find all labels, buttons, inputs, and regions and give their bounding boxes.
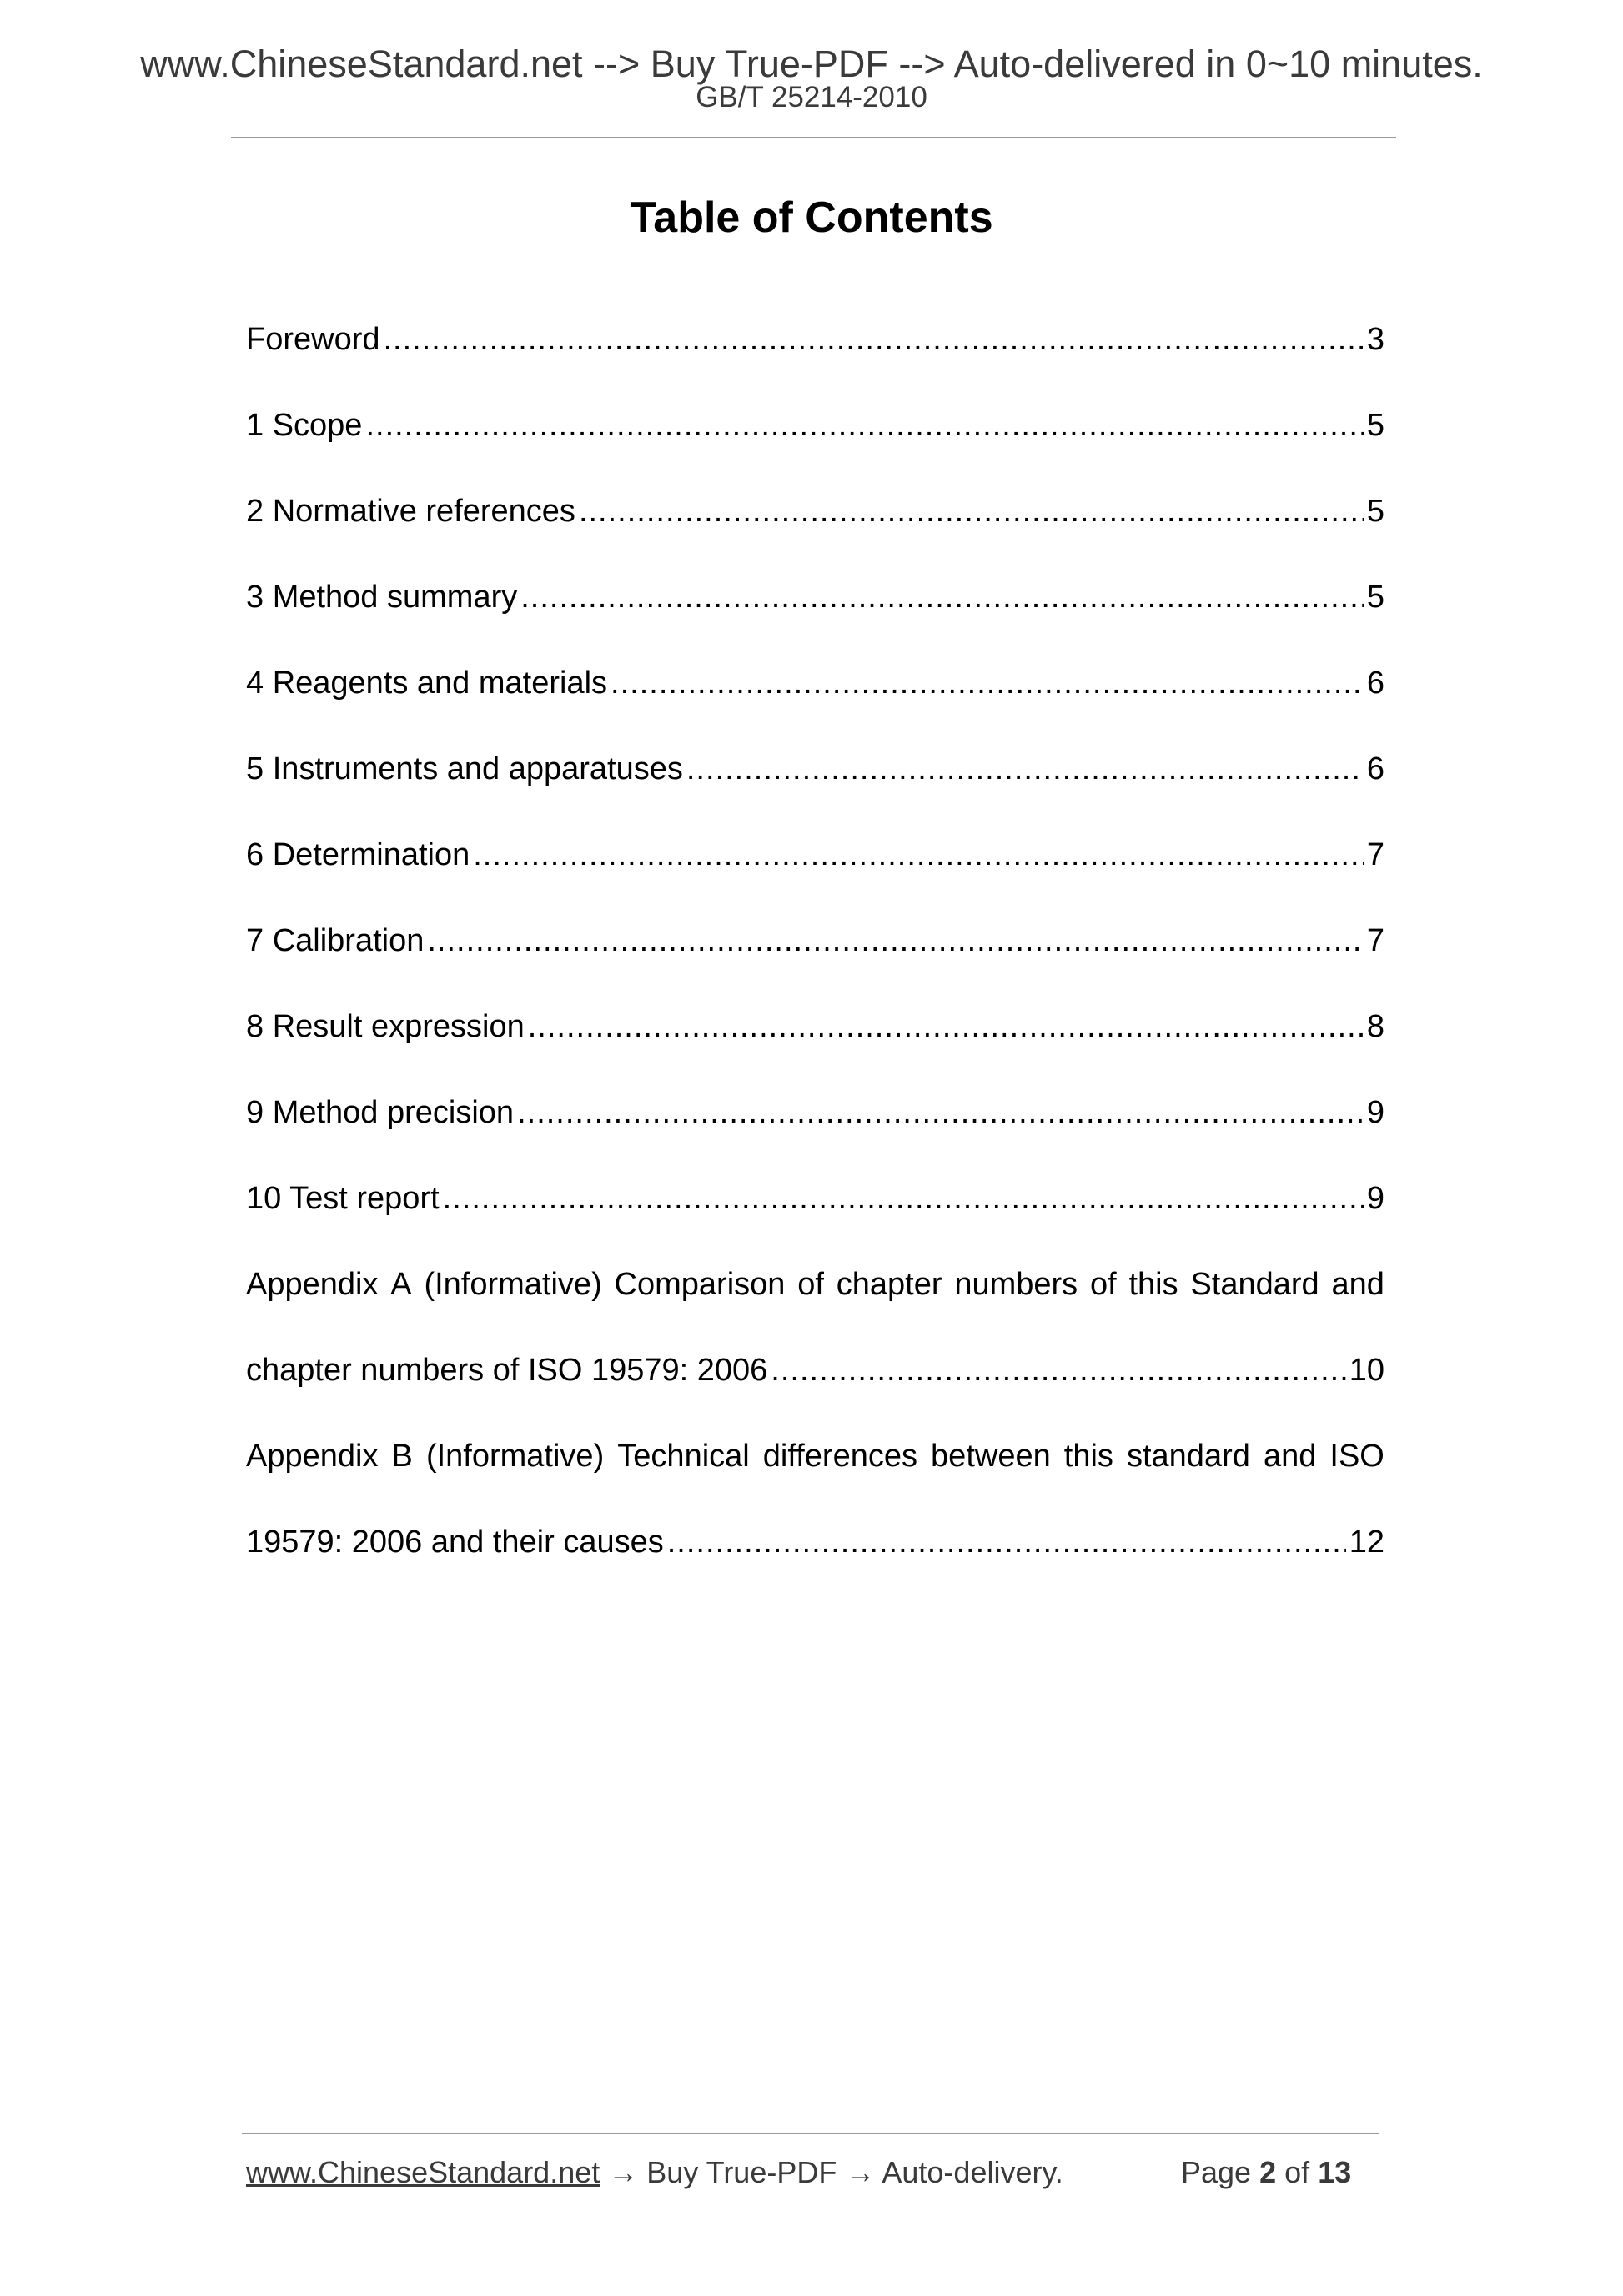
toc-dot-leader	[520, 576, 1364, 618]
toc-word: Standard	[1190, 1267, 1319, 1302]
toc-word: and	[1263, 1439, 1317, 1474]
toc-word: B	[391, 1439, 413, 1474]
page-label: Page	[1181, 2155, 1252, 2189]
toc-entry-label: 2 Normative references	[246, 494, 575, 529]
footer-delivery-text: Auto-delivery.	[882, 2155, 1063, 2189]
toc-entry-reagents[interactable]	[246, 662, 1384, 748]
toc-entry-label: 10 Test report	[246, 1181, 440, 1216]
toc-entry-page: 12	[1349, 1525, 1384, 1560]
arrow-right-icon: →	[608, 2155, 639, 2189]
document-code: GB/T 25214-2010	[696, 81, 927, 113]
footer-website-link[interactable]: www.ChineseStandard.net	[246, 2155, 600, 2189]
toc-entry-page: 6	[1366, 751, 1384, 786]
toc-dot-leader	[667, 1521, 1346, 1563]
toc-dot-leader	[517, 1092, 1364, 1133]
toc-list	[246, 319, 1384, 1607]
toc-word: this	[1128, 1267, 1178, 1302]
toc-title: Table of Contents	[630, 193, 993, 242]
footer-buy-text: Buy True-PDF	[646, 2155, 837, 2189]
toc-entry-label: chapter numbers of ISO 19579: 2006	[246, 1353, 768, 1388]
toc-entry-page: 5	[1366, 494, 1384, 529]
toc-entry-page: 8	[1366, 1009, 1384, 1044]
toc-entry-page: 10	[1349, 1353, 1384, 1388]
toc-word: between	[931, 1439, 1051, 1474]
toc-entry-appendix-a-line2[interactable]	[246, 1349, 1384, 1435]
toc-word: standard	[1126, 1439, 1250, 1474]
toc-entry-label: Foreword	[246, 322, 380, 357]
toc-word: of	[1089, 1267, 1117, 1302]
toc-entry-page: 7	[1366, 923, 1384, 958]
toc-entry-page: 9	[1366, 1181, 1384, 1216]
toc-entry-page: 7	[1366, 837, 1384, 872]
toc-entry-page: 5	[1366, 408, 1384, 443]
toc-entry-determination[interactable]	[246, 834, 1384, 920]
toc-dot-leader	[427, 920, 1364, 962]
toc-entry-label: 8 Result expression	[246, 1009, 525, 1044]
toc-dot-leader	[473, 834, 1364, 876]
toc-entry-method-summary[interactable]	[246, 576, 1384, 662]
toc-entry-test-report[interactable]	[246, 1178, 1384, 1264]
toc-word: this	[1063, 1439, 1113, 1474]
toc-entry-result-expression[interactable]	[246, 1006, 1384, 1092]
toc-dot-leader	[443, 1178, 1364, 1219]
toc-dot-leader	[686, 748, 1364, 790]
toc-entry-label: 6 Determination	[246, 837, 470, 872]
toc-entry-instruments[interactable]	[246, 748, 1384, 834]
total-pages: 13	[1318, 2155, 1352, 2189]
toc-word: (Informative)	[425, 1439, 605, 1474]
toc-word: Technical	[617, 1439, 750, 1474]
page-of-label: of	[1284, 2155, 1310, 2189]
toc-entry-label: 4 Reagents and materials	[246, 666, 608, 701]
toc-entry-label: 19579: 2006 and their causes	[246, 1525, 664, 1560]
footer-divider	[242, 2133, 1379, 2134]
header-divider	[231, 137, 1396, 138]
toc-entry-appendix-a-line1[interactable]	[246, 1264, 1384, 1349]
toc-entry-page: 3	[1366, 322, 1384, 357]
toc-word: Appendix	[246, 1439, 379, 1474]
toc-entry-page: 6	[1366, 666, 1384, 701]
toc-word: ISO	[1329, 1439, 1384, 1474]
current-page: 2	[1259, 2155, 1277, 2189]
toc-dot-leader	[611, 662, 1364, 704]
header-banner: www.ChineseStandard.net --> Buy True-PDF --> Auto-delivered in 0~10 minutes.	[140, 43, 1483, 85]
toc-entry-method-precision[interactable]	[246, 1092, 1384, 1178]
footer-left	[246, 2154, 1063, 2191]
toc-entry-page: 9	[1366, 1095, 1384, 1130]
toc-entry-label: 1 Scope	[246, 408, 363, 443]
toc-word: and	[1331, 1267, 1384, 1302]
toc-word: (Informative)	[424, 1267, 602, 1302]
toc-entry-label: 7 Calibration	[246, 923, 425, 958]
toc-entry-foreword[interactable]	[246, 319, 1384, 404]
toc-entry-calibration[interactable]	[246, 920, 1384, 1006]
page-number	[1181, 2154, 1351, 2191]
toc-entry-appendix-b-line2[interactable]	[246, 1521, 1384, 1607]
toc-dot-leader	[579, 490, 1364, 532]
toc-dot-leader	[384, 319, 1364, 360]
toc-word: chapter	[836, 1267, 942, 1302]
toc-word: Comparison	[614, 1267, 786, 1302]
toc-entry-appendix-b-line1[interactable]	[246, 1435, 1384, 1521]
toc-entry-label: 9 Method precision	[246, 1095, 515, 1130]
toc-dot-leader	[528, 1006, 1364, 1048]
toc-dot-leader	[771, 1349, 1345, 1391]
toc-word: numbers	[954, 1267, 1078, 1302]
toc-entry-scope[interactable]	[246, 404, 1384, 490]
arrow-right-icon: →	[845, 2155, 876, 2189]
toc-dot-leader	[365, 404, 1363, 446]
toc-word: A	[390, 1267, 412, 1302]
toc-word: of	[797, 1267, 824, 1302]
toc-word: Appendix	[246, 1267, 379, 1302]
toc-entry-label: 5 Instruments and apparatuses	[246, 751, 683, 786]
toc-entry-label: 3 Method summary	[246, 580, 518, 615]
toc-entry-normative-references[interactable]	[246, 490, 1384, 576]
toc-word: differences	[762, 1439, 917, 1474]
toc-entry-page: 5	[1366, 580, 1384, 615]
